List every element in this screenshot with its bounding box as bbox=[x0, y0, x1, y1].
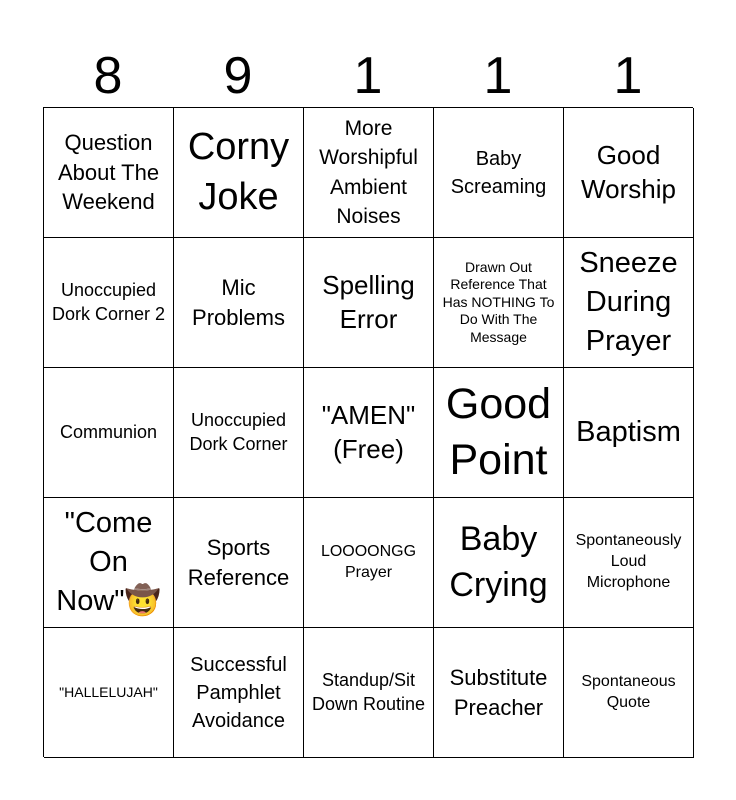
header-letter-4: 1 bbox=[483, 47, 513, 105]
cell-label: Baby Screaming bbox=[450, 147, 547, 198]
cell-label: Corny Joke bbox=[187, 126, 290, 218]
bingo-cell[interactable] bbox=[44, 108, 174, 238]
cell-label: Successful Pamphlet Avoidance bbox=[190, 653, 287, 732]
cell-label: Spontaneous Quote bbox=[581, 672, 676, 711]
cell-label: Substitute Preacher bbox=[449, 664, 548, 720]
bingo-cell[interactable] bbox=[44, 368, 174, 498]
bingo-cell[interactable] bbox=[304, 368, 434, 498]
cell-label: Baby Crying bbox=[449, 519, 548, 604]
cell-label: LOOOONGG Prayer bbox=[320, 542, 417, 581]
bingo-cell[interactable] bbox=[434, 108, 564, 238]
cell-label: Drawn Out Reference That Has NOTHING To Do With The Message bbox=[442, 258, 555, 345]
bingo-cell[interactable] bbox=[304, 498, 434, 628]
header-letter-5: 1 bbox=[613, 47, 643, 105]
bingo-cell[interactable] bbox=[304, 238, 434, 368]
bingo-cell[interactable] bbox=[44, 498, 174, 628]
cell-label: "AMEN" (Free) bbox=[321, 399, 416, 464]
cell-label: Spontaneously Loud Microphone bbox=[575, 532, 682, 591]
cell-label: Baptism bbox=[576, 415, 681, 448]
cell-label: Unoccupied Dork Corner 2 bbox=[51, 280, 166, 324]
cell-label: Sneeze During Prayer bbox=[579, 246, 678, 358]
cell-label: "Come On Now"🤠 bbox=[56, 506, 161, 618]
bingo-cell[interactable] bbox=[434, 498, 564, 628]
bingo-cell[interactable] bbox=[434, 368, 564, 498]
bingo-cell[interactable] bbox=[174, 238, 304, 368]
cell-label: Good Worship bbox=[581, 139, 676, 204]
bingo-board bbox=[43, 107, 693, 757]
bingo-cell[interactable] bbox=[564, 238, 694, 368]
cell-label: Good Point bbox=[445, 379, 552, 484]
header-letter-3: 1 bbox=[353, 47, 383, 105]
bingo-cell[interactable] bbox=[564, 108, 694, 238]
bingo-cell[interactable] bbox=[434, 628, 564, 758]
cell-label: Communion bbox=[59, 421, 158, 442]
bingo-cell[interactable] bbox=[304, 108, 434, 238]
cell-label: Standup/Sit Down Routine bbox=[311, 670, 426, 714]
cell-label: Question About The Weekend bbox=[57, 129, 160, 215]
cell-label: Spelling Error bbox=[322, 269, 415, 334]
cell-label: "HALLELUJAH" bbox=[59, 683, 158, 700]
bingo-cell[interactable] bbox=[564, 498, 694, 628]
bingo-cell[interactable] bbox=[564, 628, 694, 758]
bingo-cell[interactable] bbox=[304, 628, 434, 758]
bingo-cell[interactable] bbox=[44, 238, 174, 368]
bingo-cell[interactable] bbox=[174, 108, 304, 238]
header-letter-1: 8 bbox=[93, 47, 123, 105]
bingo-cell[interactable] bbox=[174, 368, 304, 498]
bingo-header bbox=[43, 44, 693, 108]
bingo-cell[interactable] bbox=[44, 628, 174, 758]
bingo-cell[interactable] bbox=[174, 498, 304, 628]
bingo-cell[interactable] bbox=[564, 368, 694, 498]
bingo-cell[interactable] bbox=[174, 628, 304, 758]
header-letter-2: 9 bbox=[223, 47, 253, 105]
cell-label: More Worshipful Ambient Noises bbox=[319, 116, 418, 228]
cell-label: Sports Reference bbox=[187, 534, 290, 590]
cell-label: Unoccupied Dork Corner bbox=[189, 410, 288, 454]
cell-label: Mic Problems bbox=[192, 274, 285, 330]
bingo-cell[interactable] bbox=[434, 238, 564, 368]
